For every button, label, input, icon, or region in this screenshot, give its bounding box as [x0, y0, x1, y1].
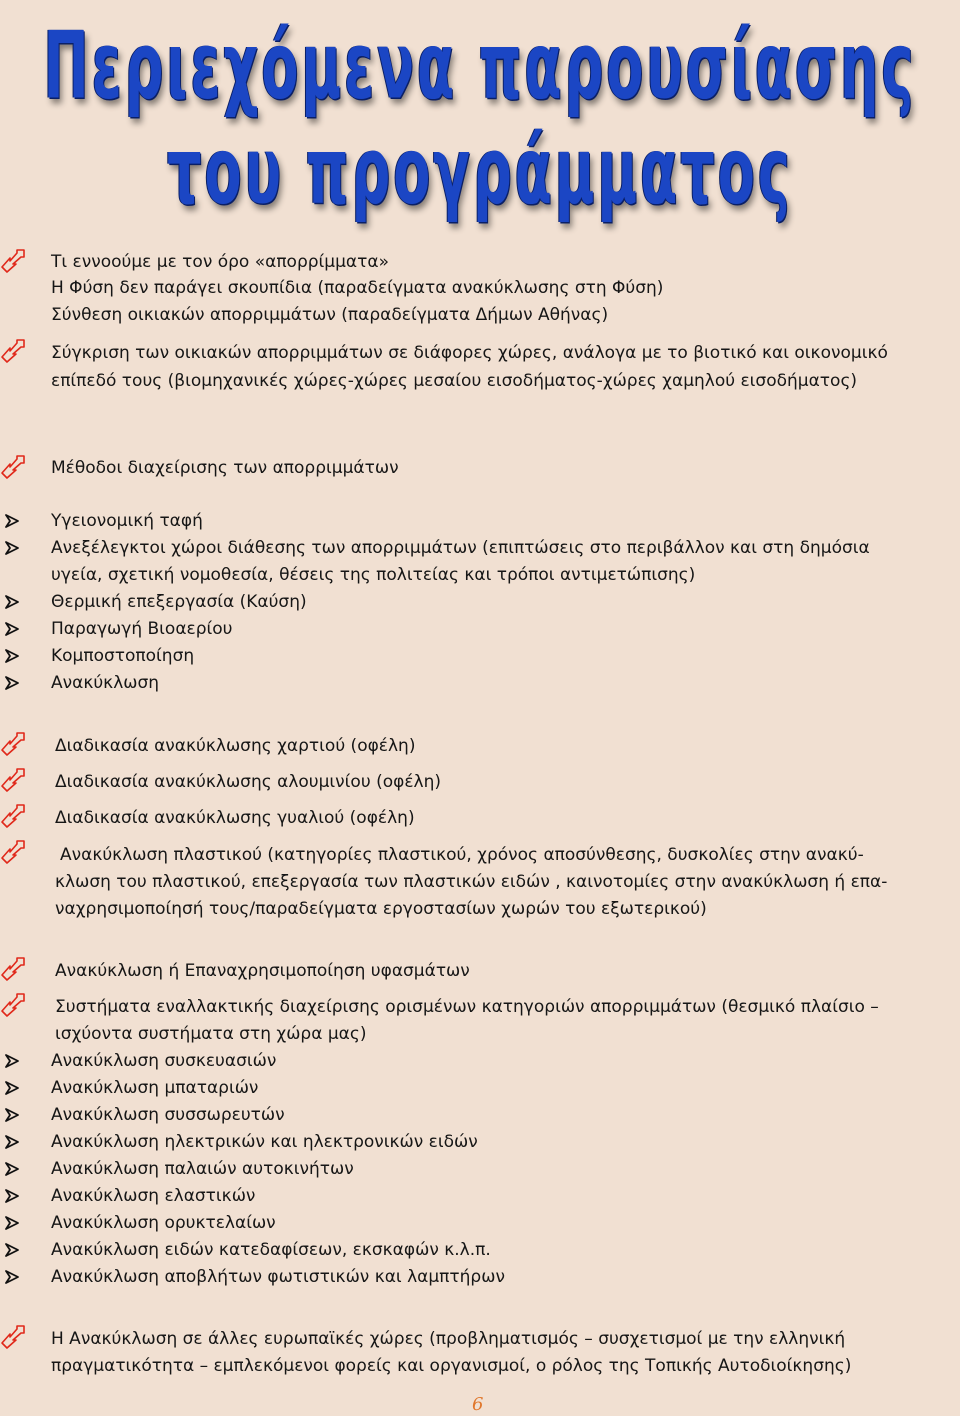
check-bullet-icon — [5, 512, 21, 530]
list-item-continuation: κλωση του πλαστικού, επεξεργασία των πλαστικών ειδών , καινοτομίες στην ανακύκλωση ή επα- — [55, 872, 888, 892]
arrow-bullet-icon — [0, 838, 28, 866]
list-item: Συστήματα εναλλακτικής διαχείρισης ορισμένων κατηγοριών απορριμμάτων (θεσμικό πλαίσιο – — [55, 997, 879, 1017]
page-title-line-2: του προγράμματος — [167, 117, 793, 226]
list-item: Ανακύκλωση ορυκτελαίων — [51, 1213, 276, 1233]
list-item: Παραγωγή Βιοαερίου — [51, 619, 233, 639]
list-item: Ανακύκλωση — [51, 673, 160, 693]
list-item: Τι εννοούμε με τον όρο «απορρίμματα» — [51, 252, 389, 272]
list-item: Θερμική επεξεργασία (Καύση) — [51, 592, 307, 612]
check-bullet-icon — [5, 1079, 21, 1097]
arrow-bullet-icon — [0, 247, 28, 275]
check-bullet-icon — [5, 1268, 21, 1286]
section-heading: Μέθοδοι διαχείρισης των απορριμμάτων — [51, 458, 399, 478]
check-bullet-icon — [5, 1106, 21, 1124]
list-item: Ανακύκλωση ειδών κατεδαφίσεων, εκσκαφών κ.λ.π. — [51, 1240, 491, 1260]
list-item: Διαδικασία ανακύκλωσης αλουμινίου (οφέλη) — [55, 772, 441, 792]
list-item-continuation: επίπεδό τους (βιομηχανικές χώρες-χώρες μεσαίου εισοδήματος-χώρες χαμηλού εισοδήματος) — [51, 371, 858, 391]
list-item-continuation: υγεία, σχετική νομοθεσία, θέσεις της πολιτείας και τρόποι αντιμετώπισης) — [51, 565, 696, 585]
check-bullet-icon — [5, 647, 21, 665]
list-item-continuation: πραγματικότητα – εμπλεκόμενοι φορείς και οργανισμοί, ο ρόλος της Τοπικής Αυτοδιοίκησης) — [51, 1356, 852, 1376]
list-item: Η Φύση δεν παράγει σκουπίδια (παραδείγματα ανακύκλωσης στη Φύση) — [51, 278, 664, 298]
list-item: Ανακύκλωση συσσωρευτών — [51, 1105, 285, 1125]
page-title-line-1: Περιεχόμενα παρουσίασης — [43, 12, 917, 121]
list-item: Διαδικασία ανακύκλωσης χαρτιού (οφέλη) — [55, 736, 416, 756]
arrow-bullet-icon — [0, 802, 28, 830]
arrow-bullet-icon — [0, 730, 28, 758]
check-bullet-icon — [5, 620, 21, 638]
check-bullet-icon — [5, 593, 21, 611]
list-item: Η Ανακύκλωση σε άλλες ευρωπαϊκές χώρες (προβληματισμός – συσχετισμοί με την ελληνική — [51, 1329, 846, 1349]
check-bullet-icon — [5, 674, 21, 692]
check-bullet-icon — [5, 1160, 21, 1178]
check-bullet-icon — [5, 539, 21, 557]
list-item: Ανακύκλωση συσκευασιών — [51, 1051, 277, 1071]
list-item: Κομποστοποίηση — [51, 646, 195, 666]
arrow-bullet-icon — [0, 453, 28, 481]
list-item: Ανακύκλωση ελαστικών — [51, 1186, 256, 1206]
list-item: Ανακύκλωση πλαστικού (κατηγορίες πλαστικού, χρόνος αποσύνθεσης, δυσκολίες στην ανακύ- — [60, 845, 864, 865]
list-item-continuation: ναχρησιμοποίησή τους/παραδείγματα εργοστασίων χωρών του εξωτερικού) — [55, 899, 707, 919]
page-number: 6 — [472, 1394, 484, 1415]
list-item: Ανακύκλωση μπαταριών — [51, 1078, 259, 1098]
list-item: Ανακύκλωση παλαιών αυτοκινήτων — [51, 1159, 354, 1179]
check-bullet-icon — [5, 1133, 21, 1151]
list-item: Σύγκριση των οικιακών απορριμμάτων σε διάφορες χώρες, ανάλογα με το βιοτικό και οικονομικό — [51, 343, 888, 363]
check-bullet-icon — [5, 1241, 21, 1259]
list-item: Ανακύκλωση αποβλήτων φωτιστικών και λαμπτήρων — [51, 1267, 505, 1287]
list-item: Υγειονομική ταφή — [51, 511, 203, 531]
check-bullet-icon — [5, 1052, 21, 1070]
list-item-continuation: ισχύοντα συστήματα στη χώρα μας) — [55, 1024, 367, 1044]
list-item: Ανακύκλωση ηλεκτρικών και ηλεκτρονικών ειδών — [51, 1132, 478, 1152]
list-item: Διαδικασία ανακύκλωσης γυαλιού (οφέλη) — [55, 808, 415, 828]
check-bullet-icon — [5, 1187, 21, 1205]
list-item: Σύνθεση οικιακών απορριμμάτων (παραδείγματα Δήμων Αθήνας) — [51, 305, 609, 325]
list-item: Ανακύκλωση ή Επαναχρησιμοποίηση υφασμάτων — [55, 961, 470, 981]
arrow-bullet-icon — [0, 766, 28, 794]
check-bullet-icon — [5, 1214, 21, 1232]
list-item: Ανεξέλεγκτοι χώροι διάθεσης των απορριμμάτων (επιπτώσεις στο περιβάλλον και στη δημόσια — [51, 538, 870, 558]
arrow-bullet-icon — [0, 1323, 28, 1351]
arrow-bullet-icon — [0, 991, 28, 1019]
arrow-bullet-icon — [0, 337, 28, 365]
arrow-bullet-icon — [0, 955, 28, 983]
